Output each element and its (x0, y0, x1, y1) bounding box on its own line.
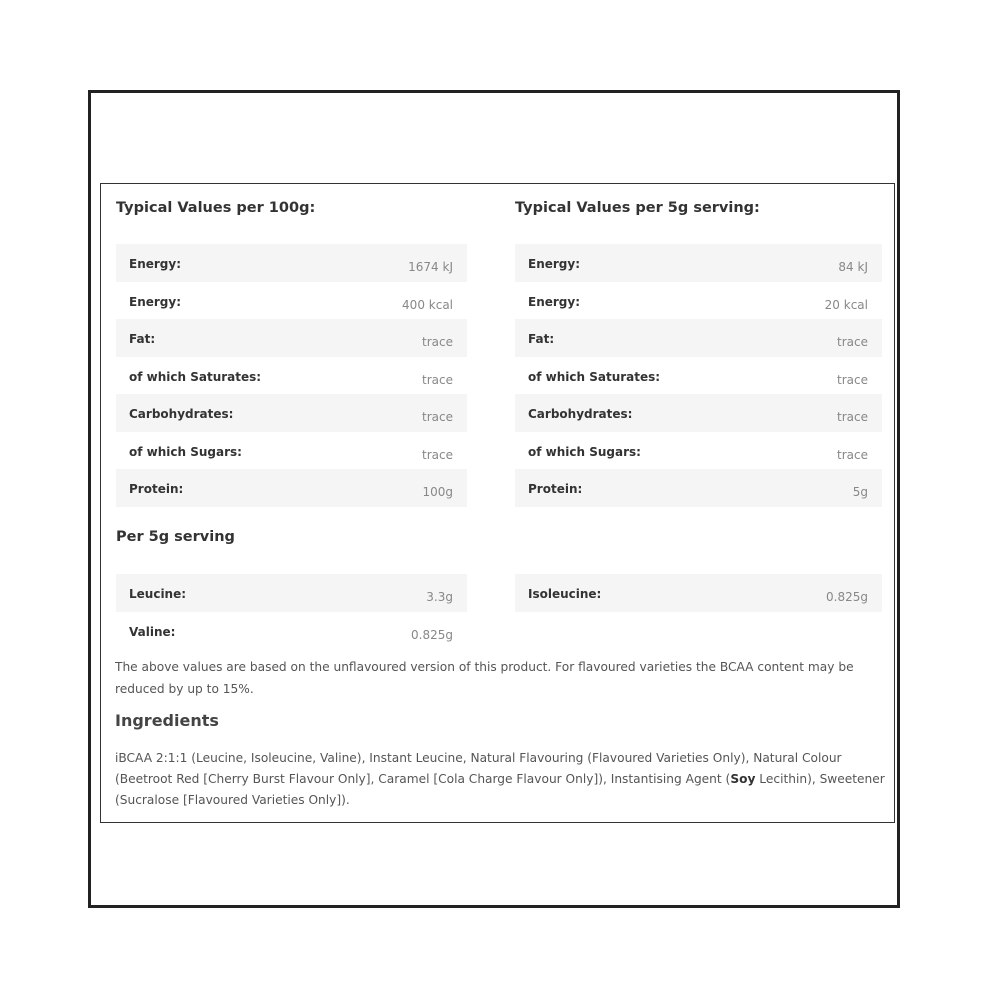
bcaa-right-table (515, 574, 882, 612)
nutrient-value: 0.825g (826, 590, 868, 604)
nutrient-label: Isoleucine: (528, 587, 602, 601)
table-row (515, 469, 882, 507)
nutrient-label: Valine: (129, 624, 176, 639)
table-row (515, 319, 882, 357)
table-row (515, 244, 882, 282)
table-row (116, 282, 467, 320)
nutrient-label: of which Sugars: (528, 444, 641, 459)
nutrient-label: Energy: (528, 257, 581, 271)
nutrient-value: 84 kJ (838, 260, 868, 274)
nutrient-value: 1674 kJ (408, 260, 453, 274)
nutrient-value: trace (837, 447, 868, 462)
nutrient-value: 0.825g (411, 627, 453, 642)
nutrient-label: Energy: (528, 294, 581, 309)
serving-heading: Per 5g serving (116, 529, 235, 545)
nutrient-label: Leucine: (129, 587, 187, 601)
nutrient-value: trace (837, 335, 868, 349)
nutrient-value: 100g (422, 485, 453, 499)
nutrient-label: Fat: (129, 332, 156, 346)
table-row (515, 282, 882, 320)
table-row (116, 394, 467, 432)
nutrient-label: Carbohydrates: (129, 407, 234, 421)
table-row (116, 574, 467, 612)
nutrient-value: 5g (852, 485, 868, 499)
ingredients-part-1: iBCAA 2:1:1 (Leucine, Isoleucine, Valine), Instant Leucine, Natural Flavouring (Flavoured Varieties Only), Natural Colour (Beetroot Red [Cherry Burst Flavour Only], Caramel [Cola Charge Flavour Only]), Instantising Agent ( (115, 751, 842, 787)
bcaa-left-table (116, 574, 467, 649)
table-row (515, 574, 882, 612)
nutrient-value: 400 kcal (402, 297, 453, 312)
ingredients-part-2: Lecithin), Sweetener (Sucralose [Flavoured Varieties Only]). (115, 772, 885, 808)
nutrient-label: of which Sugars: (129, 444, 242, 459)
table-row (515, 394, 882, 432)
flavour-note: The above values are based on the unflavoured version of this product. For flavoured varieties the BCAA content may be reduced by up to 15%. (115, 660, 854, 696)
nutrient-label: Protein: (528, 482, 583, 496)
table-row (515, 432, 882, 470)
per-5g-heading: Typical Values per 5g serving: (515, 200, 760, 216)
nutrient-label: Protein: (129, 482, 184, 496)
nutrient-value: trace (422, 410, 453, 424)
allergen-soy: Soy (730, 772, 756, 787)
nutrient-value: 3.3g (426, 590, 453, 604)
nutrient-value: trace (422, 372, 453, 387)
per-100g-heading: Typical Values per 100g: (116, 200, 316, 216)
per-5g-table (515, 244, 882, 507)
table-row (515, 357, 882, 395)
nutrient-value: 20 kcal (824, 297, 868, 312)
nutrient-label: of which Saturates: (129, 369, 262, 384)
nutrient-label: of which Saturates: (528, 369, 661, 384)
table-row (116, 357, 467, 395)
table-row (116, 244, 467, 282)
nutrient-label: Energy: (129, 257, 182, 271)
nutrient-value: trace (837, 410, 868, 424)
table-row (116, 469, 467, 507)
per-100g-table (116, 244, 467, 507)
table-row (116, 432, 467, 470)
nutrient-label: Fat: (528, 332, 555, 346)
nutrient-label: Energy: (129, 294, 182, 309)
nutrient-value: trace (837, 372, 868, 387)
ingredients-text (115, 748, 897, 812)
table-row (116, 319, 467, 357)
nutrient-label: Carbohydrates: (528, 407, 633, 421)
ingredients-heading: Ingredients (115, 711, 219, 730)
nutrient-value: trace (422, 447, 453, 462)
table-row (116, 612, 467, 650)
nutrient-value: trace (422, 335, 453, 349)
